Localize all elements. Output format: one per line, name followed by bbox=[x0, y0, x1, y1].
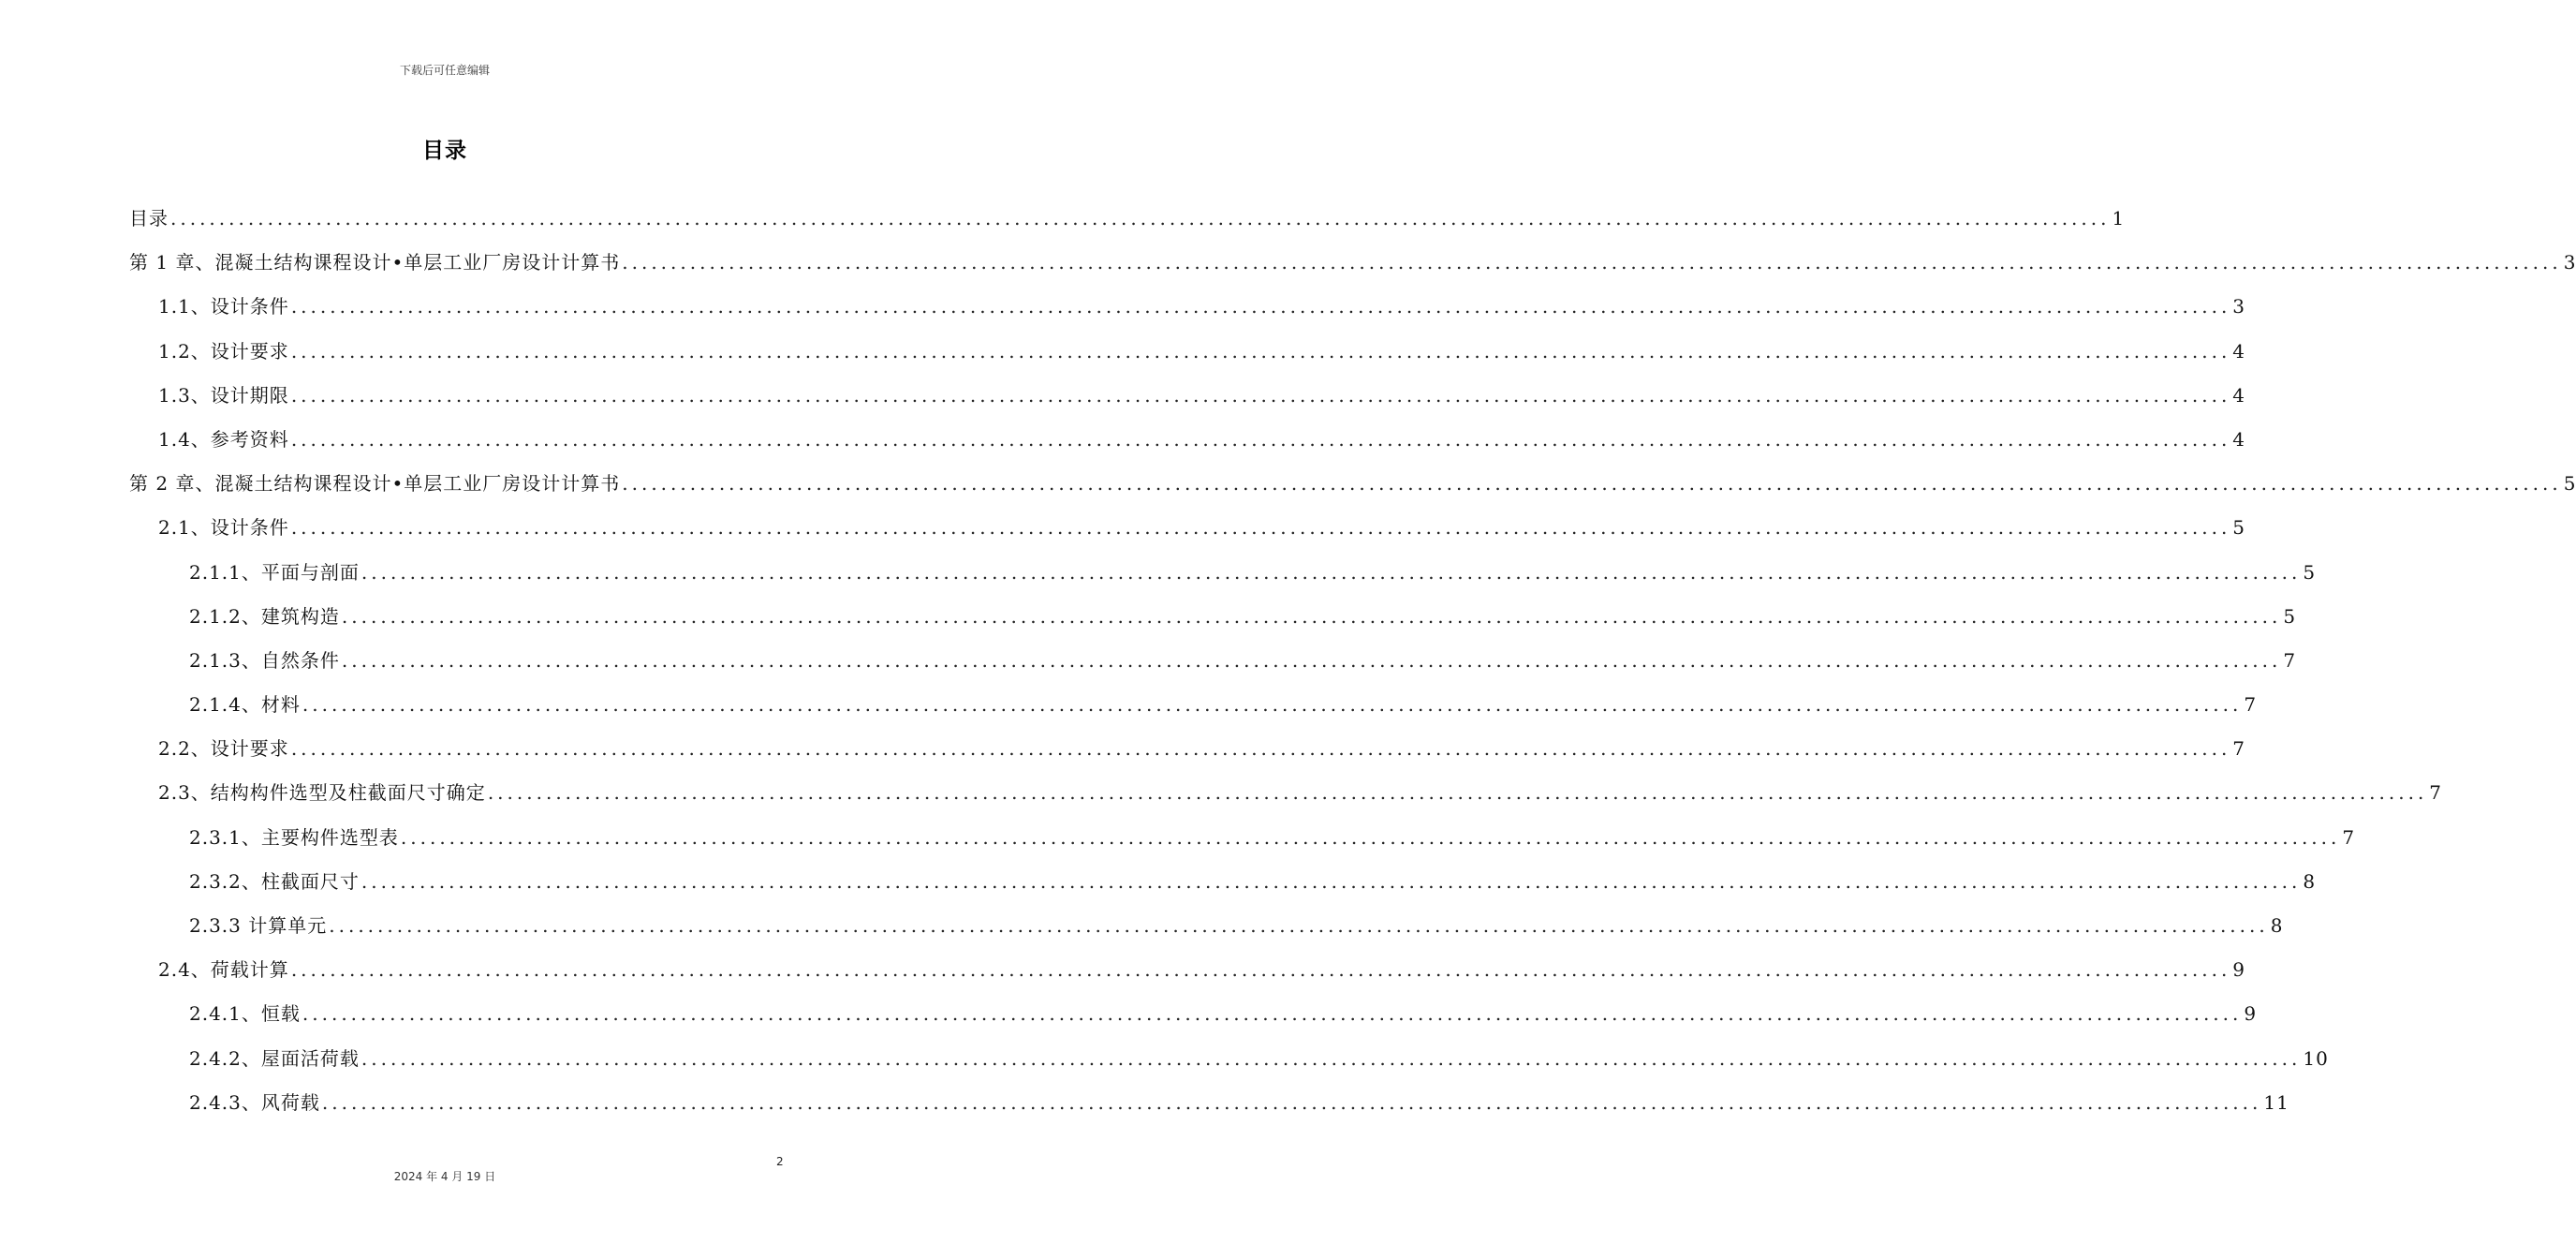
toc-dot-leader: ........................................................................................................................................................................................................ bbox=[361, 869, 2302, 893]
toc-dot-leader: ........................................................................................................................................................................................................ bbox=[290, 516, 2231, 540]
toc-entry-title: 2.3.2、柱截面尺寸 bbox=[189, 869, 360, 893]
toc-entry[interactable] bbox=[129, 948, 2246, 992]
toc-entry[interactable] bbox=[129, 816, 2356, 860]
toc-dot-leader: ........................................................................................................................................................................................................ bbox=[400, 825, 2341, 849]
toc-entry[interactable] bbox=[129, 992, 2258, 1036]
toc-dot-leader: ........................................................................................................................................................................................................ bbox=[341, 648, 2282, 672]
toc-entry-page: 7 bbox=[2342, 825, 2356, 849]
toc-entry[interactable] bbox=[129, 595, 2297, 639]
toc-entry-title: 2.1.2、建筑构造 bbox=[189, 604, 340, 628]
toc-dot-leader: ........................................................................................................................................................................................................ bbox=[341, 604, 2282, 628]
toc-entry-page: 9 bbox=[2244, 1002, 2258, 1026]
toc-entry-title: 1.1、设计条件 bbox=[158, 295, 289, 318]
toc-entry-title: 2.1、设计条件 bbox=[158, 516, 289, 540]
toc-entry[interactable] bbox=[129, 860, 2317, 904]
toc-entry[interactable] bbox=[129, 727, 2246, 771]
toc-entry[interactable] bbox=[129, 506, 2246, 550]
toc-dot-leader: ........................................................................................................................................................................................................ bbox=[487, 781, 2428, 805]
toc-entry-page: 7 bbox=[2244, 693, 2258, 717]
toc-entry-title: 2.1.4、材料 bbox=[189, 693, 301, 717]
toc-dot-leader: ........................................................................................................................................................................................................ bbox=[302, 693, 2243, 717]
toc-dot-leader: ........................................................................................................................................................................................................ bbox=[290, 737, 2231, 761]
toc-entry[interactable] bbox=[129, 462, 2576, 506]
toc-entry[interactable] bbox=[129, 551, 2317, 595]
toc-dot-leader: ........................................................................................................................................................................................................ bbox=[290, 427, 2231, 451]
toc-entry-title: 第 1 章、混凝土结构课程设计•单层工业厂房设计计算书 bbox=[129, 251, 621, 274]
toc-entry-page: 4 bbox=[2232, 383, 2246, 407]
toc-entry-title: 2.3、结构构件选型及柱截面尺寸确定 bbox=[158, 781, 486, 805]
toc-entry-title: 2.2、设计要求 bbox=[158, 737, 289, 761]
toc-entry-page: 9 bbox=[2232, 958, 2246, 982]
toc-entry-page: 4 bbox=[2232, 427, 2246, 451]
toc-entry-title: 2.3.1、主要构件选型表 bbox=[189, 825, 399, 849]
toc-dot-leader: ........................................................................................................................................................................................................ bbox=[321, 1090, 2262, 1114]
toc-entry-title: 1.2、设计要求 bbox=[158, 339, 289, 363]
toc-entry-page: 5 bbox=[2303, 560, 2317, 584]
toc-entry[interactable] bbox=[129, 683, 2258, 727]
toc-entry-title: 2.4.3、风荷载 bbox=[189, 1090, 320, 1114]
toc-entry[interactable] bbox=[129, 197, 2126, 241]
toc-entry[interactable] bbox=[129, 904, 2284, 948]
toc-dot-leader: ........................................................................................................................................................................................................ bbox=[622, 472, 2562, 496]
toc-dot-leader: ........................................................................................................................................................................................................ bbox=[329, 914, 2269, 937]
toc-entry[interactable] bbox=[129, 771, 2443, 815]
toc-entry-page: 5 bbox=[2283, 604, 2297, 628]
toc-entry-page: 8 bbox=[2303, 869, 2317, 893]
toc-entry-page: 5 bbox=[2232, 516, 2246, 540]
toc-dot-leader: ........................................................................................................................................................................................................ bbox=[302, 1002, 2243, 1026]
toc-entry[interactable] bbox=[129, 1037, 2329, 1081]
toc-entry-page: 3 bbox=[2563, 251, 2576, 274]
toc-entry[interactable] bbox=[129, 285, 2246, 329]
toc-entry-page: 3 bbox=[2232, 295, 2246, 318]
toc-entry[interactable] bbox=[129, 1081, 2289, 1125]
toc-entry-title: 2.4、荷载计算 bbox=[158, 958, 289, 982]
toc-entry-page: 7 bbox=[2232, 737, 2246, 761]
header-note: 下载后可任意编辑 bbox=[399, 64, 490, 77]
toc-entry-page: 7 bbox=[2429, 781, 2443, 805]
toc-entry-page: 7 bbox=[2283, 648, 2297, 672]
toc-entry-title: 2.4.1、恒载 bbox=[189, 1002, 301, 1026]
toc-entry-page: 11 bbox=[2263, 1090, 2289, 1114]
toc-dot-leader: ........................................................................................................................................................................................................ bbox=[290, 295, 2231, 318]
toc-entry-page: 5 bbox=[2563, 472, 2576, 496]
toc-entry-page: 10 bbox=[2303, 1046, 2329, 1070]
toc-dot-leader: ........................................................................................................................................................................................................ bbox=[361, 560, 2302, 584]
toc-entry-title: 2.3.3 计算单元 bbox=[189, 914, 328, 937]
toc-dot-leader: ........................................................................................................................................................................................................ bbox=[290, 339, 2231, 363]
toc-entry[interactable] bbox=[129, 374, 2246, 418]
toc-entry-page: 1 bbox=[2112, 207, 2126, 230]
toc-entry-title: 2.1.3、自然条件 bbox=[189, 648, 340, 672]
toc-dot-leader: ........................................................................................................................................................................................................ bbox=[170, 207, 2111, 230]
toc-entry[interactable] bbox=[129, 418, 2246, 462]
toc-entry-title: 2.1.1、平面与剖面 bbox=[189, 560, 360, 584]
toc-entry-title: 目录 bbox=[129, 207, 169, 230]
table-of-contents bbox=[129, 197, 2576, 1125]
toc-dot-leader: ........................................................................................................................................................................................................ bbox=[290, 383, 2231, 407]
page-number: 2 bbox=[776, 1155, 784, 1168]
toc-entry-title: 1.4、参考资料 bbox=[158, 427, 289, 451]
toc-entry-title: 第 2 章、混凝土结构课程设计•单层工业厂房设计计算书 bbox=[129, 472, 621, 496]
toc-dot-leader: ........................................................................................................................................................................................................ bbox=[361, 1046, 2302, 1070]
toc-entry-title: 2.4.2、屋面活荷载 bbox=[189, 1046, 360, 1070]
toc-entry[interactable] bbox=[129, 639, 2297, 683]
toc-dot-leader: ........................................................................................................................................................................................................ bbox=[290, 958, 2231, 982]
toc-entry-title: 1.3、设计期限 bbox=[158, 383, 289, 407]
footer-date: 2024 年 4 月 19 日 bbox=[393, 1170, 496, 1183]
toc-entry[interactable] bbox=[129, 241, 2576, 285]
toc-dot-leader: ........................................................................................................................................................................................................ bbox=[622, 251, 2562, 274]
toc-entry-page: 4 bbox=[2232, 339, 2246, 363]
toc-entry-page: 8 bbox=[2270, 914, 2284, 937]
toc-entry[interactable] bbox=[129, 330, 2246, 374]
page-title: 目录 bbox=[422, 139, 467, 163]
